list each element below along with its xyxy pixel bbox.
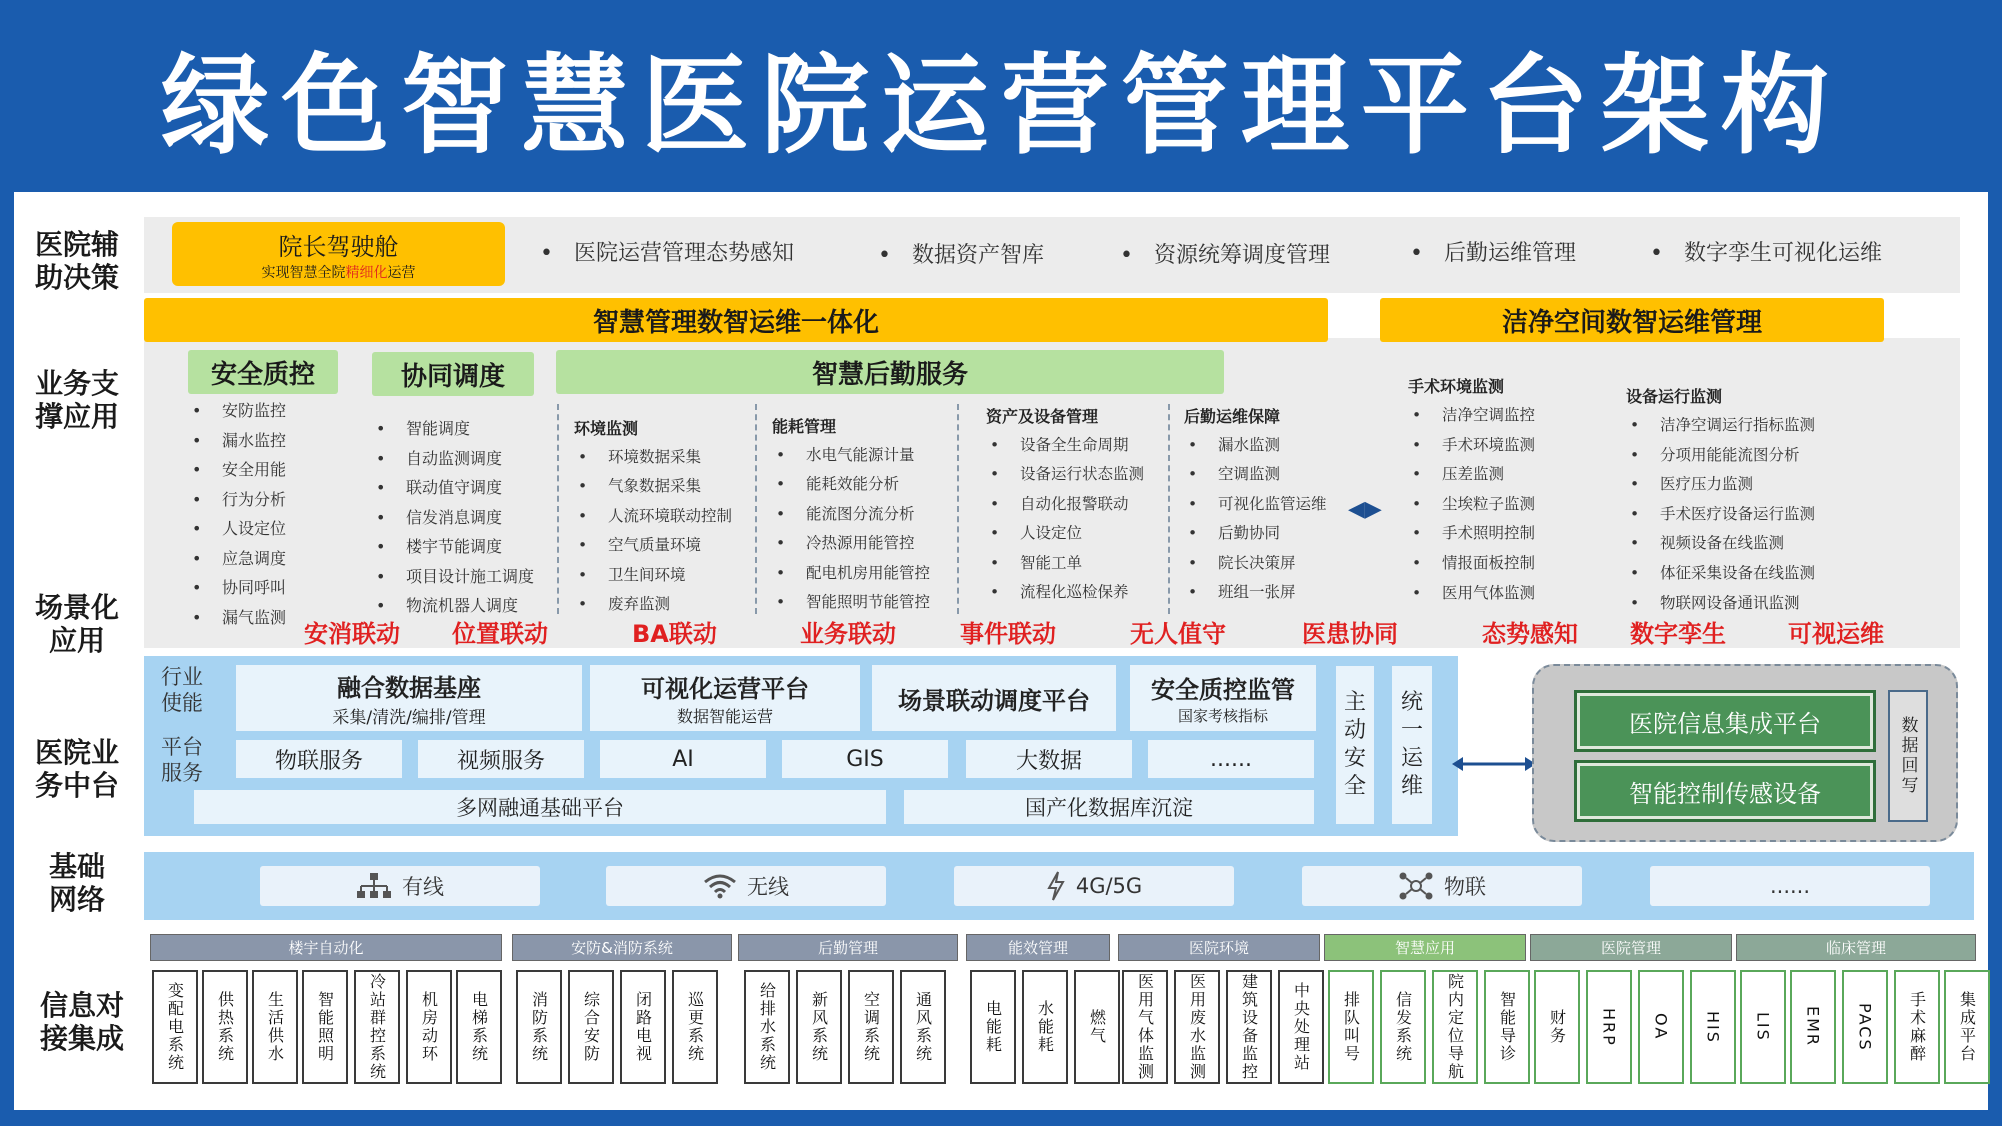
system-cell[interactable]: 通风系统 xyxy=(900,970,946,1084)
logistics-group-assets xyxy=(986,404,1144,607)
list-item: • 体征采集设备在线监测 xyxy=(1626,559,1815,589)
list-item: • 视频设备在线监测 xyxy=(1626,529,1815,559)
lightning-icon xyxy=(1046,871,1066,901)
network-label: 4G/5G xyxy=(1075,874,1143,898)
system-cell[interactable]: 院内定位导航 xyxy=(1432,970,1478,1084)
service-box[interactable]: 物联服务 xyxy=(236,740,402,778)
category-header: 医院环境 xyxy=(1118,934,1320,961)
visual-platform-box[interactable]: 可视化运营平台 数据智能运营 xyxy=(590,665,860,731)
list-item: • 漏水监测 xyxy=(1184,431,1327,460)
list-item: • 流程化巡检保养 xyxy=(986,578,1144,607)
list-item: • 手术医疗设备运行监测 xyxy=(1626,500,1815,530)
list-item: • 物联网设备通讯监测 xyxy=(1626,589,1815,619)
banner-left: 智慧管理数智运维一体化 xyxy=(144,298,1328,342)
group-list xyxy=(1408,401,1535,608)
scene-linkage-platform-box[interactable]: 场景联动调度平台 xyxy=(872,665,1116,731)
row-label-business: 业务支 撑应用 xyxy=(34,367,119,433)
list-item: • 安防监控 xyxy=(188,396,338,426)
system-cell[interactable]: HIS xyxy=(1690,970,1736,1084)
system-cell[interactable]: 巡更系统 xyxy=(672,970,718,1084)
list-item: • 冷热源用能管控 xyxy=(772,529,930,558)
system-cell[interactable]: 医用气体监测 xyxy=(1122,970,1168,1084)
system-cell[interactable]: 消防系统 xyxy=(516,970,562,1084)
network-item[interactable] xyxy=(1650,866,1930,906)
decision-item: • 后勤运维管理 xyxy=(1410,241,1576,266)
row-label-integration: 信息对 接集成 xyxy=(39,989,124,1055)
bidirectional-arrow-icon xyxy=(1452,752,1536,776)
decision-item: • 数字孪生可视化运维 xyxy=(1650,241,1882,266)
list-item: • 水电气能源计量 xyxy=(772,441,930,470)
bidirectional-arrow-icon: ◀▶ xyxy=(1348,497,1382,522)
list-item: • 能耗效能分析 xyxy=(772,470,930,499)
logistics-header: 智慧后勤服务 xyxy=(556,350,1224,394)
system-cell[interactable]: 信发系统 xyxy=(1380,970,1426,1084)
system-cell[interactable]: 机房动环 xyxy=(406,970,452,1084)
list-item: • 漏水监控 xyxy=(188,426,338,456)
network-tree-icon xyxy=(356,872,392,900)
list-item: • 洁净空调运行指标监测 xyxy=(1626,411,1815,441)
unified-ops-box[interactable]: 统 一 运 维 xyxy=(1392,666,1432,824)
system-cell[interactable]: 电能耗 xyxy=(970,970,1016,1084)
list-item: • 能流图分流分析 xyxy=(772,500,930,529)
category-header: 智慧应用 xyxy=(1324,934,1526,961)
list-item: • 空调监测 xyxy=(1184,460,1327,489)
divider xyxy=(755,404,757,614)
category-header: 临床管理 xyxy=(1736,934,1976,961)
system-cell[interactable]: 智能导诊 xyxy=(1484,970,1530,1084)
row-label-middle: 医院业 务中台 xyxy=(34,736,119,802)
system-cell[interactable]: 水能耗 xyxy=(1022,970,1068,1084)
quality-supervision-box[interactable]: 安全质控监管 国家考核指标 xyxy=(1130,665,1316,731)
smart-control-devices[interactable]: 智能控制传感设备 xyxy=(1574,760,1876,822)
scene-label: 医患协同 xyxy=(1302,620,1398,648)
multi-net-base-platform[interactable]: 多网融通基础平台 xyxy=(194,790,886,824)
group-list xyxy=(1626,411,1815,618)
list-item: • 应急调度 xyxy=(188,544,338,574)
system-cell[interactable]: 给排水系统 xyxy=(744,970,790,1084)
network-label: 无线 xyxy=(747,875,789,899)
coord-header: 协同调度 xyxy=(372,352,534,396)
list-item: • 行为分析 xyxy=(188,485,338,515)
banner-right: 洁净空间数智运维管理 xyxy=(1380,298,1884,342)
system-cell[interactable]: 医用废水监测 xyxy=(1174,970,1220,1084)
system-cell[interactable]: EMR xyxy=(1790,970,1836,1084)
group-list xyxy=(986,431,1144,607)
label-platform-service: 平台 服务 xyxy=(161,735,203,785)
service-box[interactable]: ...... xyxy=(1148,740,1314,778)
category-header: 楼宇自动化 xyxy=(150,934,502,961)
system-cell[interactable]: 闭路电视 xyxy=(620,970,666,1084)
system-cell[interactable]: 燃气 xyxy=(1074,970,1120,1084)
system-cell[interactable]: PACS xyxy=(1842,970,1888,1084)
hospital-info-platform[interactable]: 医院信息集成平台 xyxy=(1574,690,1876,752)
group-title: 资产及设备管理 xyxy=(986,407,1099,426)
logistics-group-ops xyxy=(1184,404,1327,607)
network-item[interactable] xyxy=(1302,866,1582,906)
system-cell[interactable]: 供热系统 xyxy=(202,970,248,1084)
divider xyxy=(957,404,959,614)
network-label: 有线 xyxy=(402,875,444,899)
clean-group-devices xyxy=(1626,384,1815,618)
list-item: • 洁净空调监控 xyxy=(1408,401,1535,431)
system-cell[interactable]: 集成平台 xyxy=(1944,970,1990,1084)
system-cell[interactable]: 排队叫号 xyxy=(1328,970,1374,1084)
list-item: • 废弃监测 xyxy=(574,590,732,619)
service-box[interactable]: AI xyxy=(600,740,766,778)
active-security-box[interactable]: 主 动 安 全 xyxy=(1336,666,1374,824)
scene-label: 位置联动 xyxy=(452,620,548,648)
list-item: • 环境数据采集 xyxy=(574,443,732,472)
system-cell[interactable]: 手术麻醉 xyxy=(1894,970,1940,1084)
list-item: • 可视化监管运维 xyxy=(1184,490,1327,519)
decision-item: • 医院运营管理态势感知 xyxy=(540,241,794,266)
scene-label: 业务联动 xyxy=(800,620,896,648)
network-item[interactable] xyxy=(606,866,886,906)
category-header: 后勤管理 xyxy=(738,934,958,961)
page-title: 绿色智慧医院运营管理平台架构 xyxy=(160,43,1841,169)
group-title: 环境监测 xyxy=(574,419,639,438)
network-item[interactable] xyxy=(954,866,1234,906)
row-label-network: 基础 网络 xyxy=(48,850,105,916)
system-cell[interactable]: HRP xyxy=(1586,970,1632,1084)
row-label-scene: 场景化 应用 xyxy=(34,591,119,657)
list-item: • 智能工单 xyxy=(986,549,1144,578)
list-item: • 自动监测调度 xyxy=(372,444,552,474)
coord-list xyxy=(372,414,552,621)
group-title: 手术环境监测 xyxy=(1408,377,1505,396)
safety-list xyxy=(188,396,338,632)
cockpit-subtitle: 实现智慧全院精细化运营 xyxy=(261,264,416,281)
network-item[interactable] xyxy=(260,866,540,906)
network-label: 物联 xyxy=(1444,875,1486,899)
scene-label: 数字孪生 xyxy=(1630,620,1726,648)
group-list xyxy=(1184,431,1327,607)
list-item: • 压差监测 xyxy=(1408,460,1535,490)
decision-item: • 数据资产智库 xyxy=(878,243,1044,268)
list-item: • 空气质量环境 xyxy=(574,531,732,560)
cockpit-box[interactable] xyxy=(172,222,505,286)
service-box[interactable]: 视频服务 xyxy=(418,740,584,778)
system-cell[interactable]: 中央处理站 xyxy=(1278,970,1324,1084)
list-item: • 情报面板控制 xyxy=(1408,549,1535,579)
logistics-group-energy xyxy=(772,414,930,617)
system-cell[interactable]: 财务 xyxy=(1534,970,1580,1084)
iot-icon xyxy=(1398,871,1434,901)
system-cell[interactable]: 变配电系统 xyxy=(152,970,198,1084)
wifi-icon xyxy=(703,873,737,899)
system-cell[interactable]: 空调系统 xyxy=(848,970,894,1084)
category-header: 安防&消防系统 xyxy=(512,934,732,961)
service-box[interactable]: 大数据 xyxy=(966,740,1132,778)
data-writeback-box[interactable]: 数据回写 xyxy=(1888,690,1928,822)
clean-group-surgery xyxy=(1408,374,1535,608)
list-item: • 漏气监测 xyxy=(188,603,338,633)
list-item: • 安全用能 xyxy=(188,455,338,485)
category-header: 医院管理 xyxy=(1530,934,1732,961)
scene-label: 态势感知 xyxy=(1482,620,1578,648)
system-cell[interactable]: 电梯系统 xyxy=(456,970,502,1084)
divider xyxy=(557,404,559,614)
system-cell[interactable]: 综合安防 xyxy=(568,970,614,1084)
list-item: • 医疗压力监测 xyxy=(1626,470,1815,500)
list-item: • 分项用能能流图分析 xyxy=(1626,441,1815,471)
list-item: • 医用气体监测 xyxy=(1408,579,1535,609)
scene-label: 事件联动 xyxy=(960,620,1056,648)
group-title: 设备运行监测 xyxy=(1626,387,1723,406)
fusion-data-box[interactable]: 融合数据基座 采集/清洗/编排/管理 xyxy=(236,665,582,731)
group-list xyxy=(574,443,732,619)
list-item: • 楼宇节能调度 xyxy=(372,532,552,562)
list-item: • 尘埃粒子监测 xyxy=(1408,490,1535,520)
list-item: • 手术照明控制 xyxy=(1408,519,1535,549)
list-item: • 院长决策屏 xyxy=(1184,549,1327,578)
row-label-decision: 医院辅 助决策 xyxy=(34,228,119,294)
list-item: • 信发消息调度 xyxy=(372,503,552,533)
category-header: 能效管理 xyxy=(966,934,1110,961)
system-cell[interactable]: 新风系统 xyxy=(796,970,842,1084)
safety-header: 安全质控 xyxy=(188,350,338,394)
list-item: • 人流环境联动控制 xyxy=(574,502,732,531)
label-industry-enable: 行业 使能 xyxy=(161,665,203,715)
list-item: • 班组一张屏 xyxy=(1184,578,1327,607)
list-item: • 自动化报警联动 xyxy=(986,490,1144,519)
list-item: • 后勤协同 xyxy=(1184,519,1327,548)
list-item: • 气象数据采集 xyxy=(574,472,732,501)
list-item: • 物流机器人调度 xyxy=(372,591,552,621)
scene-label: 可视运维 xyxy=(1788,620,1884,648)
list-item: • 人设定位 xyxy=(986,519,1144,548)
group-list xyxy=(772,441,930,617)
logistics-group-environment xyxy=(574,416,732,619)
decision-item: • 资源统筹调度管理 xyxy=(1120,243,1330,268)
group-title: 能耗管理 xyxy=(772,417,837,436)
list-item: • 设备全生命周期 xyxy=(986,431,1144,460)
list-item: • 卫生间环境 xyxy=(574,561,732,590)
group-title: 后勤运维保障 xyxy=(1184,407,1281,426)
network-label: ...... xyxy=(1769,874,1811,898)
list-item: • 智能调度 xyxy=(372,414,552,444)
system-cell[interactable]: 智能照明 xyxy=(302,970,348,1084)
list-item: • 项目设计施工调度 xyxy=(372,562,552,592)
scene-label: BA联动 xyxy=(632,620,717,648)
list-item: • 联动值守调度 xyxy=(372,473,552,503)
list-item: • 配电机房用能管控 xyxy=(772,559,930,588)
service-box[interactable]: GIS xyxy=(782,740,948,778)
list-item: • 手术环境监测 xyxy=(1408,431,1535,461)
divider xyxy=(1168,404,1170,614)
system-cell[interactable]: LIS xyxy=(1740,970,1786,1084)
list-item: • 协同呼叫 xyxy=(188,573,338,603)
list-item: • 人设定位 xyxy=(188,514,338,544)
system-cell[interactable]: OA xyxy=(1638,970,1684,1084)
system-cell[interactable]: 生活供水 xyxy=(252,970,298,1084)
list-item: • 设备运行状态监测 xyxy=(986,460,1144,489)
system-cell[interactable]: 冷站群控系统 xyxy=(354,970,400,1084)
list-item: • 智能照明节能管控 xyxy=(772,588,930,617)
system-cell[interactable]: 建筑设备监控 xyxy=(1226,970,1272,1084)
scene-label: 安消联动 xyxy=(304,620,400,648)
scene-label: 无人值守 xyxy=(1130,620,1226,648)
domestic-database-box[interactable]: 国产化数据库沉淀 xyxy=(904,790,1314,824)
cockpit-title: 院长驾驶舱 xyxy=(278,232,399,261)
